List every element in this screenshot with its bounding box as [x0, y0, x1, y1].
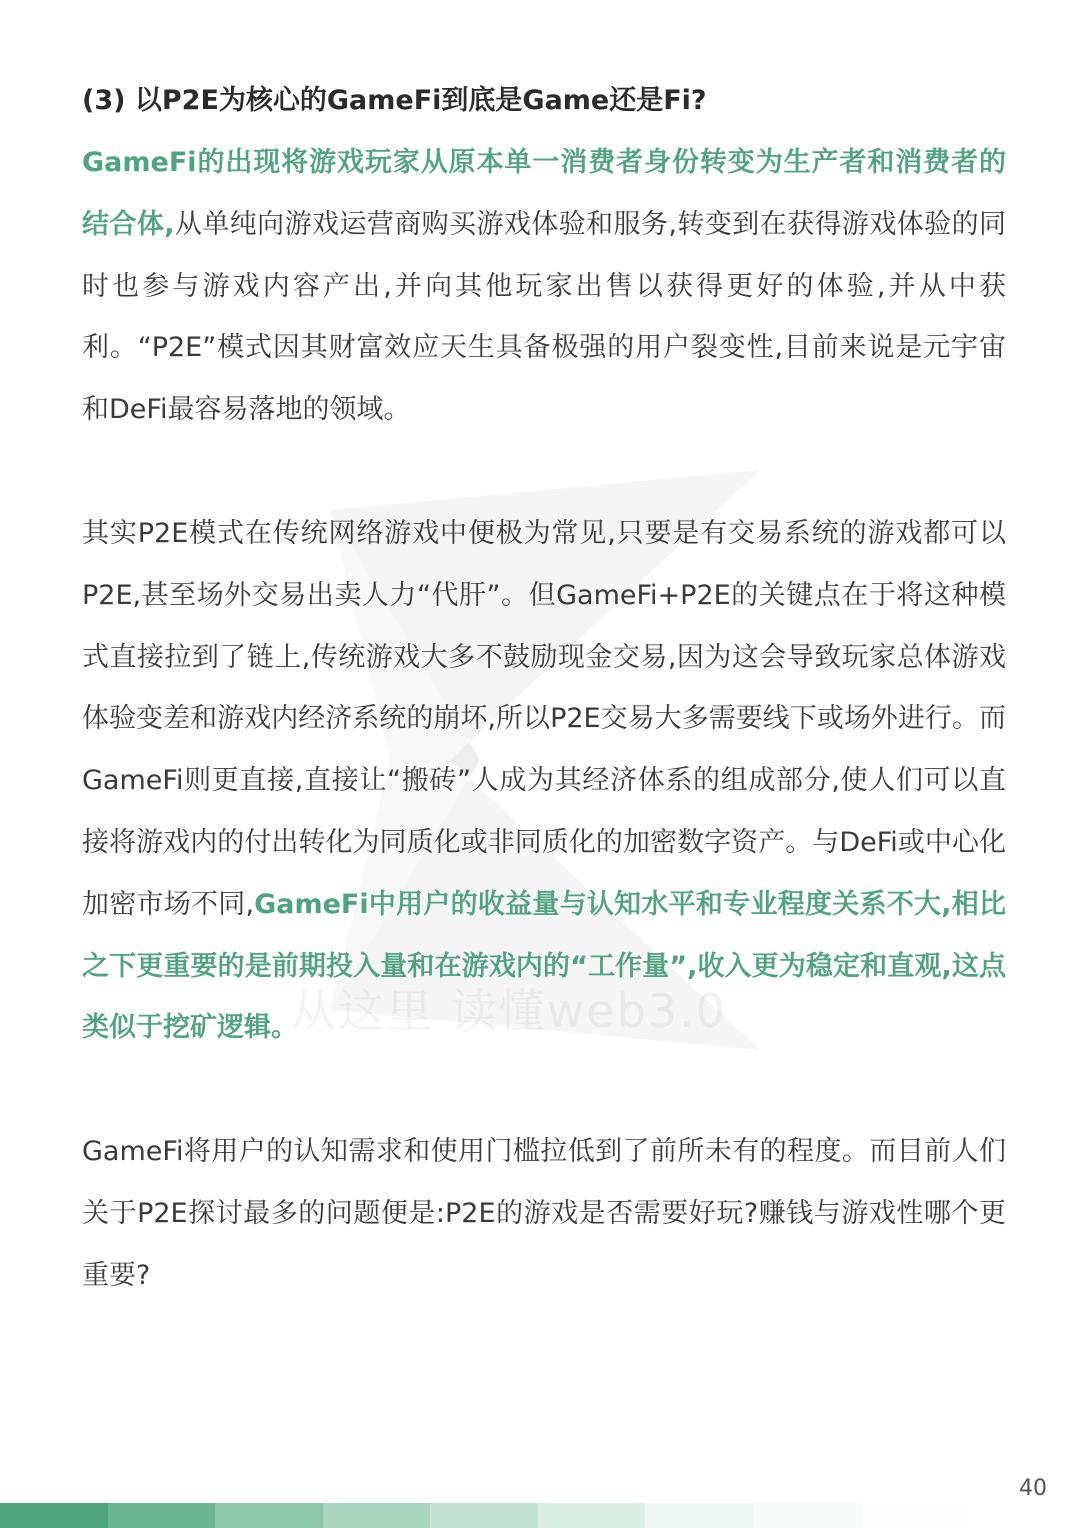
paragraph-1-highlight: GameFi的出现将游戏玩家从原本单一消费者身份转变为生产者和消费者的结合体, — [82, 147, 1006, 240]
footer-bar-segment — [215, 1503, 323, 1528]
footer-gradient-bar — [0, 1503, 968, 1528]
footer-bar-segment — [0, 1503, 108, 1528]
spacer — [82, 1059, 1006, 1121]
footer-bar-segment — [538, 1503, 646, 1528]
page-content — [82, 70, 1006, 1307]
footer-bar-segment — [861, 1503, 969, 1528]
paragraph-1-text: 从单纯向游戏运营商购买游戏体验和服务,转变到在获得游戏体验的同时也参与游戏内容产出,并向其他玩家出售以获得更好的体验,并从中获利。“P2E”模式因其财富效应天生具备极强的用户裂变性,目前来说是元宇宙和DeFi最容易落地的领域。 — [82, 208, 1006, 426]
paragraph-2 — [82, 503, 1006, 1059]
footer-bar-segment — [323, 1503, 431, 1528]
paragraph-2-text: 其实P2E模式在传统网络游戏中便极为常见,只要是有交易系统的游戏都可以P2E,甚至场外交易出卖人力“代肝”。但GameFi+P2E的关键点在于将这种模式直接拉到了链上,传统游戏大多不鼓励现金交易,因为这会导致玩家总体游戏体验变差和游戏内经济系统的崩坏,所以P2E交易大多需要线下或场外进行。而GameFi则更直接,直接让“搬砖”人成为其经济体系的组成部分,使人们可以直接将游戏内的付出转化为同质化或非同质化的加密数字资产。与DeFi或中心化加密市场不同, — [82, 517, 1006, 920]
page-number: 40 — [1019, 1476, 1047, 1501]
spacer — [82, 441, 1006, 503]
footer-bar-segment — [108, 1503, 216, 1528]
paragraph-3: GameFi将用户的认知需求和使用门槛拉低到了前所未有的程度。而目前人们关于P2E探讨最多的问题便是:P2E的游戏是否需要好玩?赚钱与游戏性哪个更重要? — [82, 1136, 1006, 1291]
section-heading: (3) 以P2E为核心的GameFi到底是Game还是Fi? — [82, 85, 707, 116]
watermark-text: 从这里 读懂web3.0 — [290, 984, 727, 1038]
paragraph-1 — [82, 132, 1006, 441]
paragraph-2-highlight: GameFi中用户的收益量与认知水平和专业程度关系不大,相比之下更重要的是前期投入量和在游戏内的“工作量”,收入更为稳定和直观,这点类似于挖矿逻辑。 — [82, 888, 1006, 1044]
footer-bar-segment — [753, 1503, 861, 1528]
footer-bar-segment — [645, 1503, 753, 1528]
footer-bar-segment — [430, 1503, 538, 1528]
